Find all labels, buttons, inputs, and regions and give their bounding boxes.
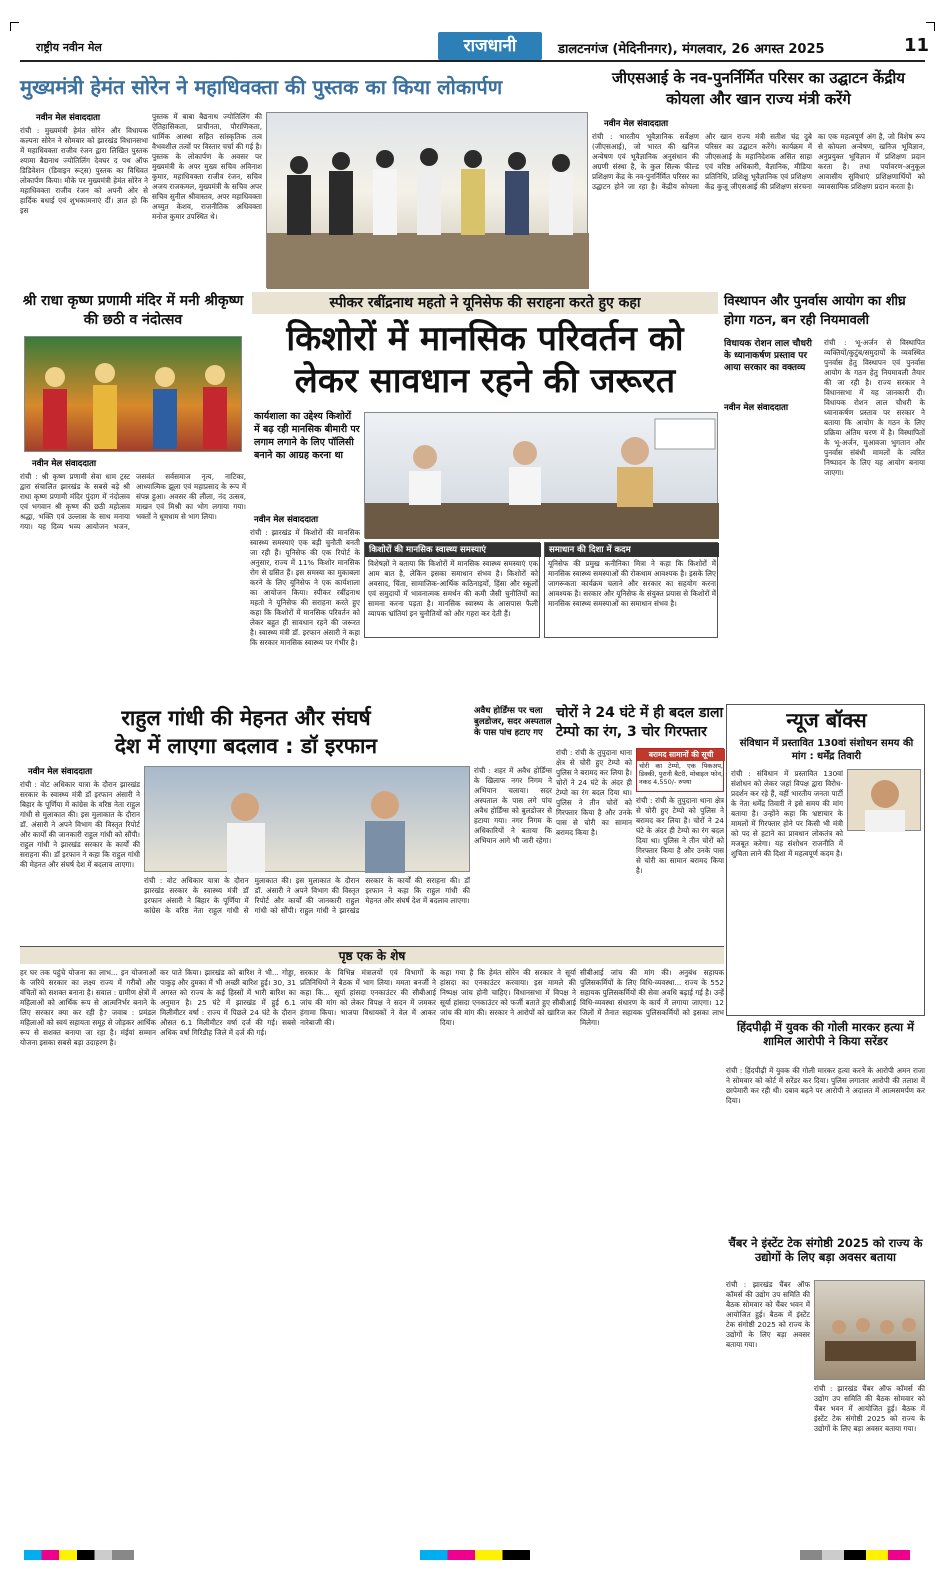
box-title: किशोरों की मानसिक स्वास्थ्य समस्याएं xyxy=(365,543,541,557)
story-rahul-gandhi xyxy=(20,704,472,944)
body-text: रांची : झारखंड में किशोरों की मानसिक स्वास्थ्य समस्याएं एक बड़ी चुनौती बनती जा रही हैं। यूनिसेफ की एक रिपोर्ट के अनुसार, राज्य में 11% किशोर मानसिक रोग से ग्रसित हैं। इस समस्या का मुकाबला करने के लिए यूनिसेफ ने एक कार्यशाला का आयोजन किया। स्पीकर रबींद्रनाथ महतो ने यूनिसेफ की सराहना करते हुए कहा कि किशोरों में मानसिक परिवर्तन को लेकर बहुत ही सावधान रहने की जरूरत है। स्वास्थ्य मंत्री डॉ. इरफान अंसारी ने कहा कि सरकार मानसिक स्वास्थ्य पर गंभीर है। xyxy=(250,528,360,647)
byline: नवीन मेल संवाददाता xyxy=(724,403,789,413)
headline: मुख्यमंत्री हेमंत सोरेन ने महाधिवक्ता की पुस्तक का किया लोकार्पण xyxy=(20,75,503,99)
continued-column: कर पाते किया। झारखंड को बारिश ने भी... गोड्डा, पाकुड़ और दुमका में भी अच्छी बारिश हुई। 30, 31 अगस्त को राज्य के कई हिस्सों में भारी बारिश का अनुमान है। 25 घंटे में झारखंड में हुई 6.1 मिलीमीटर वर्षा : राज्य में पिछले 24 घंटे के दौरान औसत 6.1 मिलीमीटर वर्षा दर्ज की गई। सबसे अधिक वर्षा गिरिडीह जिले में दर्ज की गई। xyxy=(160,968,296,1037)
subhead: विधायक रोशन लाल चौधरी के ध्यानाकर्षण प्रस्ताव पर आया सरकार का वक्तव्य xyxy=(724,339,812,373)
workshop-illustration xyxy=(365,413,719,539)
headline: राहुल गांधी की मेहनत और संघर्ष xyxy=(121,706,371,730)
byline: नवीन मेल संवाददाता xyxy=(32,459,97,469)
box-title: न्यूज बॉक्स xyxy=(786,708,867,732)
headline: संविधान में प्रस्तावित 130वां संशोधन समय की मांग : धर्मेंद्र तिवारी xyxy=(739,738,914,762)
devotees-illustration xyxy=(25,337,243,453)
info-box-solutions xyxy=(544,542,718,638)
body-text: रांची : वोट अधिकार यात्रा के दौरान झारखंड सरकार के स्वास्थ्य मंत्री डॉ इरफान अंसारी ने बिहार के पूर्णिया में कांग्रेस के वरिष्ठ नेता राहुल गांधी से मुलाकात की। इस मुलाकात के दौरान डॉ. अंसारी ने अपने विभाग की विस्तृत रिपोर्ट और कार्यों की जानकारी राहुल गांधी को सौंपी। राहुल गांधी ने झारखंड सरकार के कार्यों की सराहना की। डॉ इरफान ने कहा कि राहुल गांधी की मेहनत और संघर्ष देश में बदलाव लाएगा। xyxy=(20,780,140,869)
photo-dharmendra-tiwari xyxy=(847,769,921,831)
photo-book-launch xyxy=(266,112,588,288)
color-bar-right xyxy=(800,1550,910,1560)
body-text-continued: रांची : वोट अधिकार यात्रा के दौरान झारखंड सरकार के स्वास्थ्य मंत्री डॉ इरफान अंसारी ने बिहार के पूर्णिया में कांग्रेस के वरिष्ठ नेता राहुल गांधी से मुलाकात की। इस मुलाकात के दौरान डॉ. अंसारी ने अपने विभाग की विस्तृत रिपोर्ट और कार्यों की जानकारी राहुल गांधी को सौंपी। राहुल गांधी ने झारखंड सरकार के कार्यों की सराहना की। डॉ इरफान ने कहा कि राहुल गांधी की मेहनत और संघर्ष देश में बदलाव लाएगा। xyxy=(144,876,470,915)
continued-banner: पृष्ठ एक के शेष xyxy=(20,946,724,964)
story-displacement-commission xyxy=(724,292,925,702)
byline: नवीन मेल संवाददाता xyxy=(36,113,101,123)
story-cm-book-launch xyxy=(20,68,588,290)
pullquote: कार्यशाला का उद्देश्य किशोरों में बढ़ रही मानसिक बीमारी पर लगाम लगाने के लिए पॉलिसी बनाने का आग्रह करना था xyxy=(254,411,360,461)
headline: विस्थापन और पुनर्वास आयोग का शीघ्र होगा गठन, बन रही नियमावली xyxy=(724,294,906,328)
body-text: रांची : श्री कृष्ण प्रणामी सेवा धाम ट्रस्ट द्वारा संचालित झारखंड के सबसे बड़े श्री राधा कृष्ण प्रणामी मंदिर पुंदाग में नंदोत्सव एवं भगवान श्री कृष्ण की छठी महोत्सव श्रद्धा, भक्ति एवं उल्लास के साथ मनाया गया। यह दिव्य भव्य आयोजन भजन, जसवंत सर्वसमाज नृत्य, नाटिका, आध्यात्मिक झूला एवं महाप्रसाद के रूप में संपन्न हुआ। अवसर की लीला, नंद उत्सव, माखन एवं मिश्री का भोग लगाया गया। भक्तों ने धूमधाम से भाग लिया। xyxy=(20,472,246,531)
continued-column: कहा गया है कि हेमंत सोरेन की सरकार ने सूर्या हांसदा का एनकाउंटर करवाया। इस मामले की निष्पक्ष जांच होनी चाहिए। विधानसभा में विपक्ष ने सूर्या हांसदा एनकाउंटर को फर्जी बताते हुए सीबीआई जांच की मांग की। सरकार ने आरोपों को खारिज कर दिया। xyxy=(440,968,576,1027)
section-tab: राजधानी xyxy=(438,32,542,60)
body-text: रांची : भू-अर्जन से विस्थापित व्यक्तियों/कुटुंब/समुदायों के व्यवस्थित पुनर्वास हेतु विस्थापन एवं पुनर्वास आयोग के गठन हेतु नियमावली तैयार की जा रही है। राज्य सरकार ने विधानसभा में यह जानकारी दी। विधायक रोशन लाल चौधरी के ध्यानाकर्षण प्रस्ताव पर सरकार ने बताया कि आयोग के गठन के लिए प्रक्रिया अंतिम चरण में है। विस्थापितों के भू-अर्जन, मुआवजा भुगतान और पुनर्वास संबंधी मामलों के त्वरित निष्पादन के लिए यह आयोग बनाया जाएगा। xyxy=(824,338,925,477)
color-bar-left xyxy=(24,1550,134,1560)
headline: किशोरों में मानसिक परिवर्तन को लेकर सावधान रहने की जरूरत xyxy=(286,319,684,401)
kicker: अवैध होर्डिंग्स पर चला बुलडोजर, सदर अस्पताल के पास पांच हटाए गए xyxy=(474,706,552,738)
photo-chamber-meeting xyxy=(814,1280,925,1380)
headline: चैंबर ने इंस्टेंट टेक संगोष्ठी 2025 को राज्य के उद्योगों के लिए बड़ा अवसर बताया xyxy=(728,1236,923,1264)
photo-workshop xyxy=(364,412,718,538)
photo-rahul-meeting xyxy=(144,766,470,872)
news-box xyxy=(726,704,925,1016)
byline: नवीन मेल संवाददाता xyxy=(254,515,319,525)
story-youth-mental-health xyxy=(250,292,720,702)
info-box-problems xyxy=(364,542,540,638)
body-text: रांची : रांची के तुपुदाना थाना क्षेत्र से चोरी हुए टेम्पो को पुलिस ने बरामद कर लिया है। चोरों ने 24 घंटे के अंदर ही टेम्पो का रंग बदल दिया था। पुलिस ने तीन चोरों को गिरफ्तार किया है और उनके पास से चोरी का सामान बरामद किया है। xyxy=(556,748,632,837)
masthead: राष्ट्रीय नवीन मेल xyxy=(36,41,102,54)
people-illustration xyxy=(267,113,589,289)
body-text: रांची : हिंदपीढ़ी में युवक की गोली मारकर हत्या करने के आरोपी अमन राजा ने सोमवार को कोर्ट में सरेंडर कर दिया। पुलिस लगातार आरोपी की तलाश में छापेमारी कर रही थी। दबाव बढ़ने पर आरोपी ने अदालत में आत्मसमर्पण कर दिया। xyxy=(726,1066,925,1105)
headline: हिंदपीढ़ी में युवक की गोली मारकर हत्या में शामिल आरोपी ने किया सरेंडर xyxy=(736,1020,915,1048)
recovered-items-box xyxy=(636,748,724,792)
byline: नवीन मेल संवाददाता xyxy=(28,767,93,777)
crop-mark-tr xyxy=(926,22,935,31)
meeting-table-illustration xyxy=(815,1281,926,1381)
headline: देश में लाएगा बदलाव : डॉ इरफान xyxy=(114,734,378,758)
continued-column: सीबीआई जांच की मांग की। अनुबंध सहायक पुलिसकर्मियों के लिए विधि-व्यवस्था... राज्य के 552 सहायक पुलिसकर्मियों की सेवा अवधि बढ़ाई गई है। उन्हें विधि-व्यवस्था संधारण के कार्य में लगाया जाएगा। 12 जिलों में तैनात सहायक पुलिसकर्मियों को इसका लाभ मिलेगा। xyxy=(580,968,724,1027)
story-7-and-8 xyxy=(474,704,724,944)
headline: श्री राधा कृष्ण प्रणामी मंदिर में मनी श्रीकृष्ण की छठी व नंदोत्सव xyxy=(22,293,244,328)
body-text: रांची : संविधान में प्रस्तावित 130वां संशोधन को लेकर जहां विपक्ष द्वारा विरोध-प्रदर्शन कर रहे हैं, वहीं भारतीय जनता पार्टी के नेता धर्मेंद्र तिवारी ने इसे समय की मांग बताया है। उन्होंने कहा कि भ्रष्टाचार के मामलों में गिरफ्तार होने पर किसी भी मंत्री को पद से हटाने का प्रावधान लोकतंत्र को मजबूत करेगा। यह संशोधन राजनीति में शुचिता लाने की दिशा में महत्वपूर्ण कदम है। xyxy=(731,769,843,858)
byline: नवीन मेल संवाददाता xyxy=(604,119,669,129)
crop-mark-tl xyxy=(10,22,19,31)
box-title: समाधान की दिशा में कदम xyxy=(545,543,719,557)
box-title: बरामद सामानों की सूची xyxy=(637,749,725,761)
kicker-banner: स्पीकर रबींद्रनाथ महतो ने यूनिसेफ की सराहना करते हुए कहा xyxy=(252,292,718,314)
story-hindpidhi-surrender xyxy=(726,1020,925,1234)
box-body: चोरी का टेम्पो, एक पिकअप, डिक्की, पुरानी बैटरी, मोबाइल फोन, नकद 4,550/- रुपया xyxy=(639,762,723,786)
headline: चोरों ने 24 घंटे में ही बदल डाला टेम्पो का रंग, 3 चोर गिरफ्तार xyxy=(556,705,724,740)
story-gsi xyxy=(592,68,925,290)
body-text: रांची : झारखंड चैंबर ऑफ कॉमर्स की उद्योग उप समिति की बैठक सोमवार को चैंबर भवन में आयोजित हुई। बैठक में इंस्टेंट टेक संगोष्ठी 2025 को राज्य के उद्योगों के लिए बड़ा अवसर बताया गया। xyxy=(726,1280,810,1349)
photo-temple-festival xyxy=(24,336,242,452)
dateline: डालटनगंज (मेदिनीनगर), मंगलवार, 26 अगस्त 2025 xyxy=(558,42,825,57)
color-bar-center xyxy=(420,1550,530,1560)
story-krishna-temple xyxy=(20,292,246,702)
body-text-continued: रांची : रांची के तुपुदाना थाना क्षेत्र से चोरी हुए टेम्पो को पुलिस ने बरामद कर लिया है। चोरों ने 24 घंटे के अंदर ही टेम्पो का रंग बदल दिया था। पुलिस ने तीन चोरों को गिरफ्तार किया है और उनके पास से चोरी का सामान बरामद किया है। xyxy=(636,796,724,875)
meeting-illustration xyxy=(145,767,471,873)
body-text: रांची : भारतीय भूवैज्ञानिक सर्वेक्षण (जीएसआई), जो भारत की खनिज अन्वेषण एवं भूवैज्ञानिक अनुसंधान की अग्रणी संस्था है, के कुल सिल्क फील्ड प्रशिक्षण केंद्र के नव-पुनर्निर्मित परिसर का उद्घाटन होने जा रहा है। केंद्रीय कोयला और खान राज्य मंत्री सतीश चंद्र दुबे परिसर का उद्घाटन करेंगे। कार्यक्रम में जीएसआई के महानिदेशक असित साहा एवं वरिष्ठ अधिकारी, वैज्ञानिक, मीडिया प्रतिनिधि, प्रशिक्षु भूवैज्ञानिक एवं प्रशिक्षण केंद्र कुजू जीएसआई की प्रशिक्षण संरचना का एक महत्वपूर्ण अंग है, जो विशेष रूप से कोयला अन्वेषण, खनिज भूविज्ञान, अनुप्रयुक्त भूविज्ञान में प्रशिक्षण प्रदान करता है। तथा पर्यावरण-अनुकूल आवासीय सुविधाएं प्रशिक्षणार्थियों को व्यावसायिक प्रशिक्षण प्रदान करता है। xyxy=(592,132,925,191)
box-body: यूनिसेफ की प्रमुख कनीनिका मित्रा ने कहा कि किशोरों में मानसिक स्वास्थ्य समस्याओं की रोकथाम आवश्यक है। इसके लिए जागरूकता कार्यक्रम चलाने और सरकार का सहयोग करना आवश्यक है। सरकार और यूनिसेफ के संयुक्त प्रयास से किशोरों में मानसिक स्वास्थ्य समस्याओं का समाधान संभव है। xyxy=(548,559,716,608)
box-body: विशेषज्ञों ने बताया कि किशोरों में मानसिक स्वास्थ्य समस्याएं एक आम बात है, लेकिन इसका समाधान संभव है। किशोरों को अवसाद, चिंता, सामाजिक-आर्थिक कठिनाइयों, हिंसा और स्कूलों एवं समुदायों में भावनात्मक समर्थन की कमी जैसी चुनौतियों का सामना करना पड़ता है। मानसिक स्वास्थ्य के आसपास फैली व्यापक भ्रांतियां इन चुनौतियों को और गहरा कर देती हैं। xyxy=(368,559,538,618)
story-chamber-seminar xyxy=(726,1236,925,1534)
body-text: पुस्तक में बाबा बैद्यनाथ ज्योतिलिंग की ऐतिहासिकता, प्राचीनता, पौराणिकता, धार्मिक आस्था सहित सांस्कृतिक तत्व वैभवशील तत्वों पर विस्तार चर्चा की गई है। पुस्तक के लोकार्पण के अवसर पर मुख्यमंत्री के अपर मुख्य सचिव अविनाश कुमार, महाधिवक्ता राजीव रंजन, सचिव अजय राजकमल, मुख्यमंत्री के सचिव अपर सचिव सुनील श्रीवास्तव, अपर महाधिवक्ता अच्युत केशव, राजनीतिक अधिवक्ता मनोज कुमार उपस्थित थे। xyxy=(152,112,262,221)
body-text: रांची : मुख्यमंत्री हेमंत सोरेन और विधायक कल्पना सोरेन ने सोमवार को झारखंड विधानसभा में महाधिवक्ता राजीव रंजन द्वारा लिखित पुस्तक श्यामा बैद्यनाथ ज्योतिलिंग देवघर द पथ ऑफ डिडिवेशन (डिवाइन रूट्स) पुस्तक का विधिवत लोकार्पण किया। मौके पर मुख्यमंत्री हेमंत सोरेन ने महाधिवक्ता राजीव रंजन को अपनी ओर से हार्दिक बधाई एवं शुभकामनाएं दीं। ज्ञात हो कि इस xyxy=(20,126,148,215)
portrait-illustration xyxy=(848,770,922,832)
page-header xyxy=(20,32,930,62)
page-number: 11 xyxy=(904,35,930,56)
continued-column: सरकार के विभिन्न मंत्रालयों एवं विभागों के प्रतिनिधियों ने बैठक में भाग लिया। ममता बनर्जी ने कहा कि... सूर्या हांसदा एनकाउंटर की सीबीआई जांच की मांग को लेकर विपक्ष ने सदन में जमकर हंगामा किया। भाजपा विधायकों ने वेल में आकर नारेबाजी की। xyxy=(300,968,436,1027)
headline: जीएसआई के नव-पुनर्निर्मित परिसर का उद्घाटन केंद्रीय कोयला और खान राज्य मंत्री करेंगे xyxy=(611,69,905,108)
body-text-continued: रांची : झारखंड चैंबर ऑफ कॉमर्स की उद्योग उप समिति की बैठक सोमवार को चैंबर भवन में आयोजित हुई। बैठक में इंस्टेंट टेक संगोष्ठी 2025 को राज्य के उद्योगों के लिए बड़ा अवसर बताया गया। xyxy=(814,1384,925,1433)
continued-column: हर घर तक पहुंचे योजना का लाभ... इन योजनाओं के जरिये सरकार का लक्ष्य राज्य में गरीबों और वंचितों को सशक्त बनाना है। सवाल : ग्रामीण क्षेत्रों में महिलाओं को आर्थिक रूप से आत्मनिर्भर बनाने के लिए सरकार क्या कर रही है? जवाब : प्रमंडल महिलाओं को स्वयं सहायता समूह से जोड़कर आर्थिक रूप से सशक्त बनाया जा रहा है। मंईयां सम्मान योजना इसका सबसे बड़ा उदाहरण है। xyxy=(20,968,156,1047)
body-text: रांची : शहर में अवैध होर्डिंग्स के खिलाफ नगर निगम ने अभियान चलाया। सदर अस्पताल के पास लगे पांच अवैध होर्डिंग्स को बुलडोजर से हटाया गया। नगर निगम के अधिकारियों ने बताया कि अभियान आगे भी जारी रहेगा। xyxy=(474,766,552,845)
